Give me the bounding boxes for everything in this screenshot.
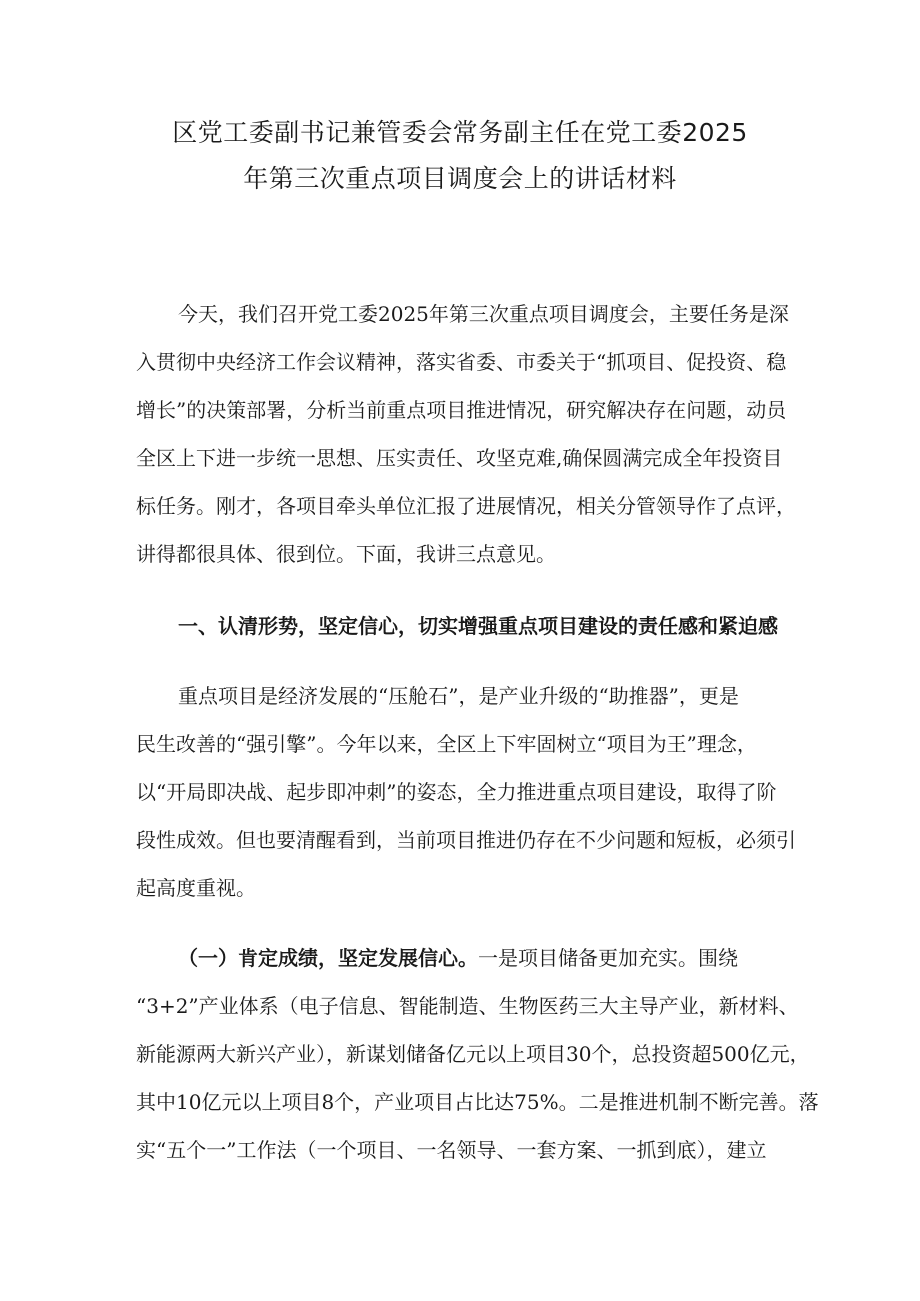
para1-line-5: 标任务。刚才，各项目牵头单位汇报了进展情况，相关分管领导作了点评，: [136, 494, 796, 518]
para1-line-3: 增长”的决策部署，分析当前重点项目推进情况，研究解决存在问题，动员: [136, 398, 787, 422]
para2-line-3: 以“开局即决战、起步即冲刺”的姿态，全力推进重点项目建设，取得了阶: [136, 780, 777, 804]
para1-line-6: 讲得都很具体、很到位。下面，我讲三点意见。: [136, 542, 556, 566]
para3-line-2: 新能源两大新兴产业），新谋划储备亿元以上项目30个，总投资超500亿元，: [136, 1042, 810, 1066]
para3-line-1: “3+2”产业体系（电子信息、智能制造、生物医药三大主导产业，新材料、: [136, 994, 799, 1018]
para3-line-3: 其中10亿元以上项目8个，产业项目占比达75%。二是推进机制不断完善。落: [136, 1090, 819, 1114]
para1-line-1: 今天，我们召开党工委2025年第三次重点项目调度会，主要任务是深: [178, 302, 789, 326]
para1-line-2: 入贯彻中央经济工作会议精神，落实省委、市委关于“抓项目、促投资、稳: [136, 350, 787, 374]
subsection-1-text: 一是项目储备更加充实。围绕: [478, 946, 738, 970]
title-line-2: 年第三次重点项目调度会上的讲话材料: [243, 164, 677, 193]
document-title: [120, 110, 800, 202]
para1-line-4: 全区上下进一步统一思想、压实责任、攻坚克难,确保圆满完成全年投资目: [136, 446, 783, 470]
section-heading-1: 一、认清形势，坚定信心，切实增强重点项目建设的责任感和紧迫感: [178, 614, 778, 638]
para3-line-4: 实“五个一”工作法（一个项目、一名领导、一套方案、一抓到底），建立: [136, 1138, 767, 1162]
para2-line-4: 段性成效。但也要清醒看到，当前项目推进仍存在不少问题和短板，必须引: [136, 828, 796, 852]
subsection-1-heading: （一）肯定成绩，坚定发展信心。: [178, 946, 478, 970]
title-line-1: 区党工委副书记兼管委会常务副主任在党工委2025: [172, 118, 748, 147]
subsection-1-line: [178, 944, 798, 972]
para2-line-2: 民生改善的“强引擎”。今年以来，全区上下牢固树立“项目为王”理念，: [136, 732, 757, 756]
para2-line-5: 起高度重视。: [136, 876, 256, 900]
para2-line-1: 重点项目是经济发展的“压舱石”，是产业升级的“助推器”，更是: [178, 684, 739, 708]
